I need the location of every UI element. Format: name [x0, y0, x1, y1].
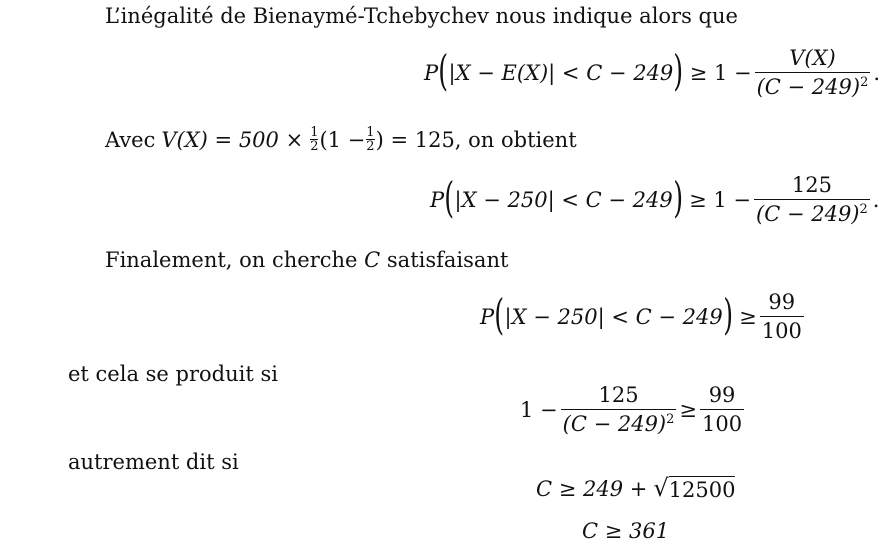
eq3-rparen: ) — [722, 289, 733, 339]
eq1-rel: ≥ 1 − — [689, 60, 752, 85]
paragraph-finalement — [105, 248, 508, 272]
eq1-num: V(X) — [789, 46, 836, 70]
variance-expr: V(X) = 500 × — [161, 127, 304, 152]
eq2-num: 125 — [791, 173, 832, 197]
eq1-den: (C − 249) — [756, 75, 861, 99]
sqrt-icon: √ — [653, 474, 669, 502]
eq4-den-exp: 2 — [666, 412, 675, 427]
eq1-fraction — [755, 46, 871, 99]
eq3-arg: |X − 250| < C − 249 — [504, 304, 723, 329]
paragraph-autrement — [68, 450, 239, 474]
paragraph-condition — [68, 362, 278, 386]
equation-bienayme — [424, 46, 880, 99]
eq4-fraction-left — [561, 383, 677, 436]
eq2-rparen: ) — [672, 172, 683, 222]
half2-den: 2 — [366, 139, 375, 154]
eq4-rel: ≥ — [679, 397, 698, 422]
eq3-lparen: ( — [494, 289, 505, 339]
eq2-den-exp: 2 — [859, 202, 868, 217]
variance-half-2 — [366, 126, 374, 153]
eq3-num: 99 — [768, 290, 796, 314]
eq2-arg: |X − 250| < C − 249 — [454, 187, 673, 212]
eq2-end: . — [872, 187, 880, 212]
equation-inequality — [520, 383, 747, 436]
intro-text: L’inégalité de Bienaymé-Tchebychev nous indique alors que — [105, 4, 738, 28]
eq2-lparen: ( — [444, 172, 455, 222]
paragraph-variance — [105, 126, 577, 153]
eq1-p: P — [424, 60, 439, 85]
eq4-den2: 100 — [700, 409, 744, 436]
eq3-fraction — [760, 290, 804, 343]
eq2-den: (C − 249) — [756, 202, 860, 226]
autrement-text: autrement dit si — [68, 450, 239, 474]
eq2-rel: ≥ 1 − — [689, 187, 752, 212]
final-tail: satisfaisant — [386, 248, 509, 272]
equation-bound — [430, 173, 879, 226]
eq4-fraction-right — [700, 383, 744, 436]
variance-lead: Avec — [105, 127, 156, 152]
final-lead: Finalement, on cherche — [105, 248, 358, 272]
eq1-lparen: ( — [438, 45, 449, 95]
half1-den: 2 — [310, 139, 319, 154]
eq5-lhs: C ≥ 249 + — [536, 477, 648, 501]
eq1-den-exp: 2 — [860, 75, 869, 90]
eq1-arg: |X − E(X)| < C − 249 — [448, 60, 674, 85]
eq6-text: C ≥ 361 — [582, 519, 670, 543]
eq4-num2: 99 — [708, 383, 736, 407]
eq3-p: P — [480, 304, 495, 329]
eq4-den: (C − 249) — [562, 412, 667, 436]
eq5-radicand: 12500 — [668, 478, 736, 502]
eq4-lead: 1 − — [520, 397, 558, 422]
final-var: C — [364, 248, 381, 272]
equation-result — [582, 519, 669, 543]
variance-tail: ) = 125, on obtient — [375, 127, 577, 152]
eq4-num: 125 — [598, 383, 639, 407]
eq1-rparen: ) — [673, 45, 684, 95]
equation-sqrt — [536, 476, 735, 502]
paragraph-intro — [105, 4, 738, 28]
equation-target — [480, 290, 807, 343]
condition-text: et cela se produit si — [68, 362, 278, 386]
eq1-end: . — [873, 60, 880, 85]
eq3-den: 100 — [760, 316, 804, 343]
eq2-p: P — [430, 187, 445, 212]
variance-mid: (1 − — [319, 127, 366, 152]
eq5-sqrt — [653, 476, 735, 502]
eq2-fraction — [754, 173, 870, 226]
half2-num: 1 — [366, 125, 375, 140]
half1-num: 1 — [310, 125, 319, 140]
eq3-rel: ≥ — [739, 304, 757, 329]
variance-half-1 — [310, 126, 318, 153]
